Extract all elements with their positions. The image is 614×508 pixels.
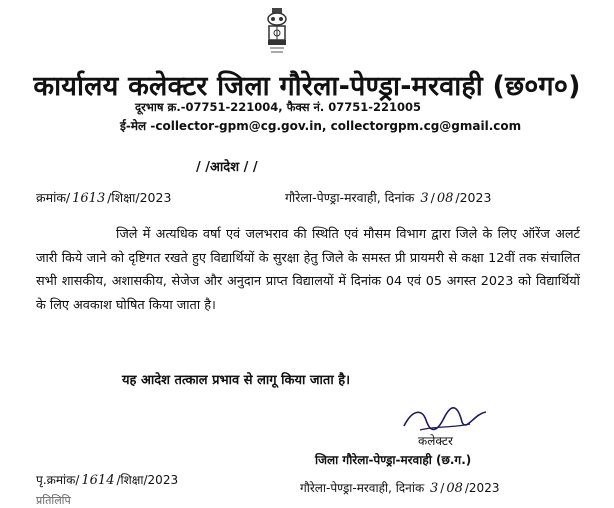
endorsement-date-day: 3 [430,481,439,496]
office-title: कार्यालय कलेक्टर जिला गौरेला-पेण्ड्रा-मरवाही (छ०ग०) [33,71,581,102]
endorsement-date-year: /2023 [464,481,500,495]
order-body-text: जिले में अत्यधिक वर्षा एवं जलभराव की स्थिति एवं मौसम विभाग द्वारा जिले के लिए ऑरेंज अलर्ट जारी किये जाने को दृष्टिगत रखते हुए विद्यार्थियों के सुरक्षा हेतु जिले के समस्त प्री प्रायमरी से कक्षा 12वीं तक संचालित सभी शासकीय, अशासकीय, सेजेज और अनुदान प्राप्त विद्यालयों में दिनांक 04 एवं 05 अगस्त 2023 को विद्यार्थियों के लिए अवकाश घोषित किया जाता है। [36,227,580,313]
place-date-prefix: गौरेला-पेण्ड्रा-मरवाही, दिनांक [285,190,415,205]
effect-statement: यह आदेश तत्काल प्रभाव से लागू किया जाता है। [122,373,351,388]
order-body [36,223,580,317]
order-heading: / /आदेश / / [196,160,258,175]
endorsement-place-date: गौरेला-पेण्ड्रा-मरवाही, दिनांक 3 / 08 /2023 [300,481,500,496]
state-emblem-icon [262,6,292,66]
endorsement-ref-prefix: पृ.क्रमांक/ [36,473,80,487]
ref-prefix: क्रमांक/ [36,190,71,205]
date-year: /2023 [455,190,492,205]
endorsement-ref-suffix: /शिक्षा/2023 [116,473,179,487]
endorsement-reference [36,471,178,488]
endorsement-place-date-prefix: गौरेला-पेण्ड्रा-मरवाही, दिनांक [300,481,425,495]
ref-suffix: /शिक्षा/2023 [107,190,172,205]
copy-to-label: प्रतिलिपि [36,494,71,507]
ref-number: 1613 [72,191,106,206]
date-month: 08 [436,191,454,206]
email-addresses: ई-मेल -collector-gpm@cg.gov.in, collectorgpm.cg@gmail.com [120,119,522,133]
order-place-date: गौरेला-पेण्ड्रा-मरवाही, दिनांक 3 / 08 /2023 [285,190,492,206]
contact-numbers: दूरभाष क्र.-07751-221004, फैक्स नं. 07751-221005 [135,100,422,114]
order-reference [36,189,171,206]
endorsement-ref-number: 1614 [81,473,115,488]
endorsement-date-month: 08 [446,481,463,496]
signatory-designation: कलेक्टर [418,434,453,448]
signatory-district: जिला गौरेला-पेण्ड्रा-मरवाही (छ.ग.) [315,453,472,467]
date-day: 3 [420,191,429,206]
